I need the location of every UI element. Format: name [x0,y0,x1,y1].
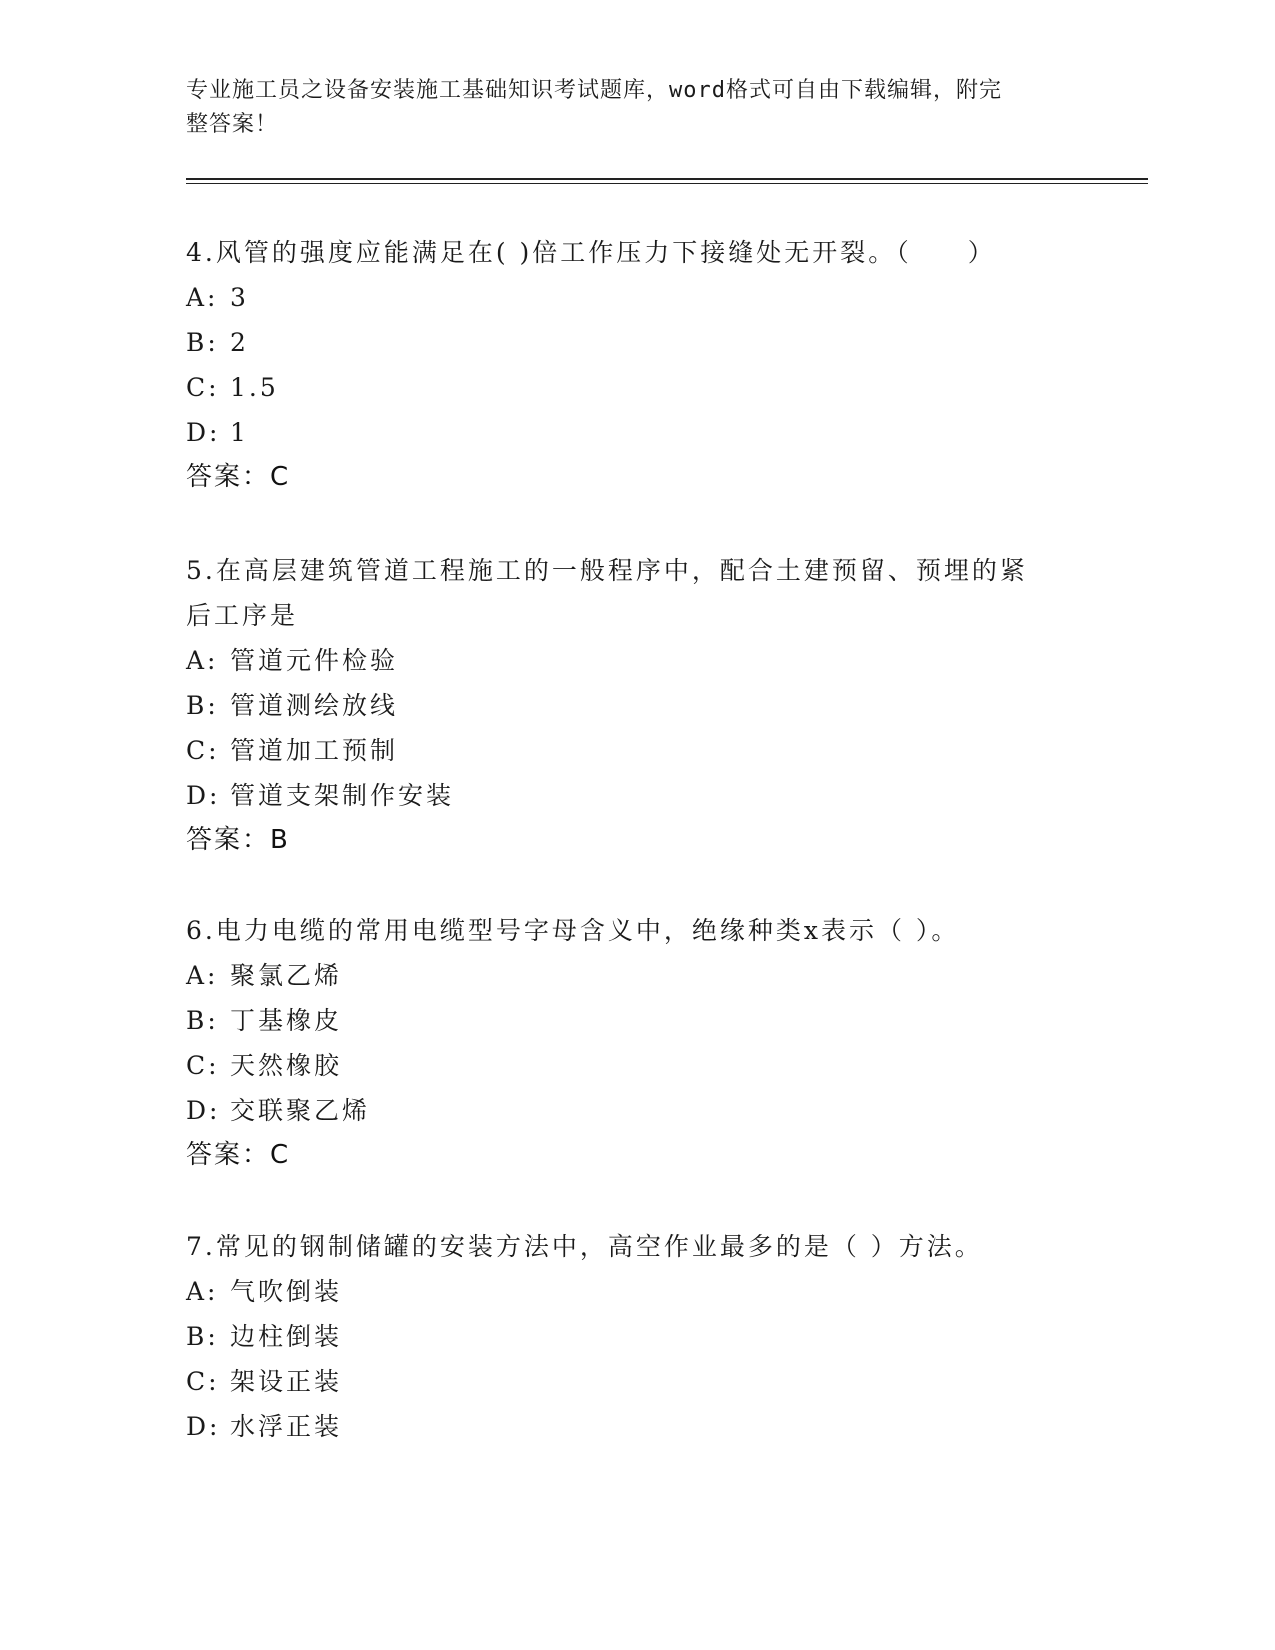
option-letter: D: [186,418,221,447]
option-letter: C: [186,736,220,765]
option-text: 管道测绘放线 [230,691,399,720]
option-letter: B: [186,1322,219,1351]
option-text: 交联聚乙烯 [230,1096,371,1125]
question-stem-line-1: 5.在高层建筑管道工程施工的一般程序中，配合土建预留、预埋的紧 [186,556,1028,585]
option-letter: A: [186,646,219,675]
answer-line: 答案：C [186,462,291,492]
option-letter: B: [186,1006,219,1035]
option-letter: D: [186,1096,221,1125]
question-stem: 4.风管的强度应能满足在( )倍工作压力下接缝处无开裂。（ ） [186,238,996,267]
option-d [186,410,1086,455]
question-7 [186,1224,1086,1449]
header-divider-thick [186,178,1148,180]
option-text: 聚氯乙烯 [230,961,343,990]
option-text: 2 [230,328,249,357]
header-line-2: 整答案！ [186,112,279,137]
header-line-1: 专业施工员之设备安装施工基础知识考试题库，word格式可自由下载编辑，附完 [186,78,1002,103]
question-stem: 7.常见的钢制储罐的安装方法中，高空作业最多的是（ ）方法。 [186,1232,983,1261]
option-text: 架设正装 [230,1367,343,1396]
option-letter: A: [186,961,219,990]
option-letter: C: [186,1367,220,1396]
answer-line: 答案：C [186,1140,291,1170]
option-text: 边柱倒装 [230,1322,343,1351]
option-text: 管道加工预制 [230,736,399,765]
option-d [186,1404,1086,1449]
option-b [186,320,1086,365]
option-b [186,998,1086,1043]
option-d [186,773,1086,818]
option-letter: C: [186,1051,220,1080]
option-letter: D: [186,1412,221,1441]
option-c [186,365,1086,410]
option-a [186,275,1086,320]
option-letter: A: [186,1277,219,1306]
option-b [186,1314,1086,1359]
option-letter: A: [186,283,219,312]
header-divider-thin [186,183,1148,184]
answer-line: 答案：B [186,825,290,855]
option-text: 1 [230,418,249,447]
document-header [186,74,1066,142]
question-5 [186,548,1086,863]
option-text: 水浮正装 [230,1412,343,1441]
question-4 [186,230,1086,500]
option-b [186,683,1086,728]
option-text: 3 [230,283,249,312]
option-letter: D: [186,781,221,810]
option-letter: C: [186,373,220,402]
option-c [186,728,1086,773]
option-text: 管道元件检验 [230,646,399,675]
option-a [186,953,1086,998]
option-a [186,1269,1086,1314]
question-stem: 6.电力电缆的常用电缆型号字母含义中，绝缘种类x表示（ ）。 [186,916,960,945]
question-6 [186,908,1086,1178]
option-letter: B: [186,691,219,720]
option-text: 丁基橡皮 [230,1006,343,1035]
option-text: 气吹倒装 [230,1277,343,1306]
option-d [186,1088,1086,1133]
option-letter: B: [186,328,219,357]
option-a [186,638,1086,683]
option-c [186,1359,1086,1404]
option-text: 管道支架制作安装 [230,781,455,810]
option-text: 1.5 [230,373,279,402]
option-text: 天然橡胶 [230,1051,343,1080]
option-c [186,1043,1086,1088]
question-stem-line-2: 后工序是 [186,601,299,630]
